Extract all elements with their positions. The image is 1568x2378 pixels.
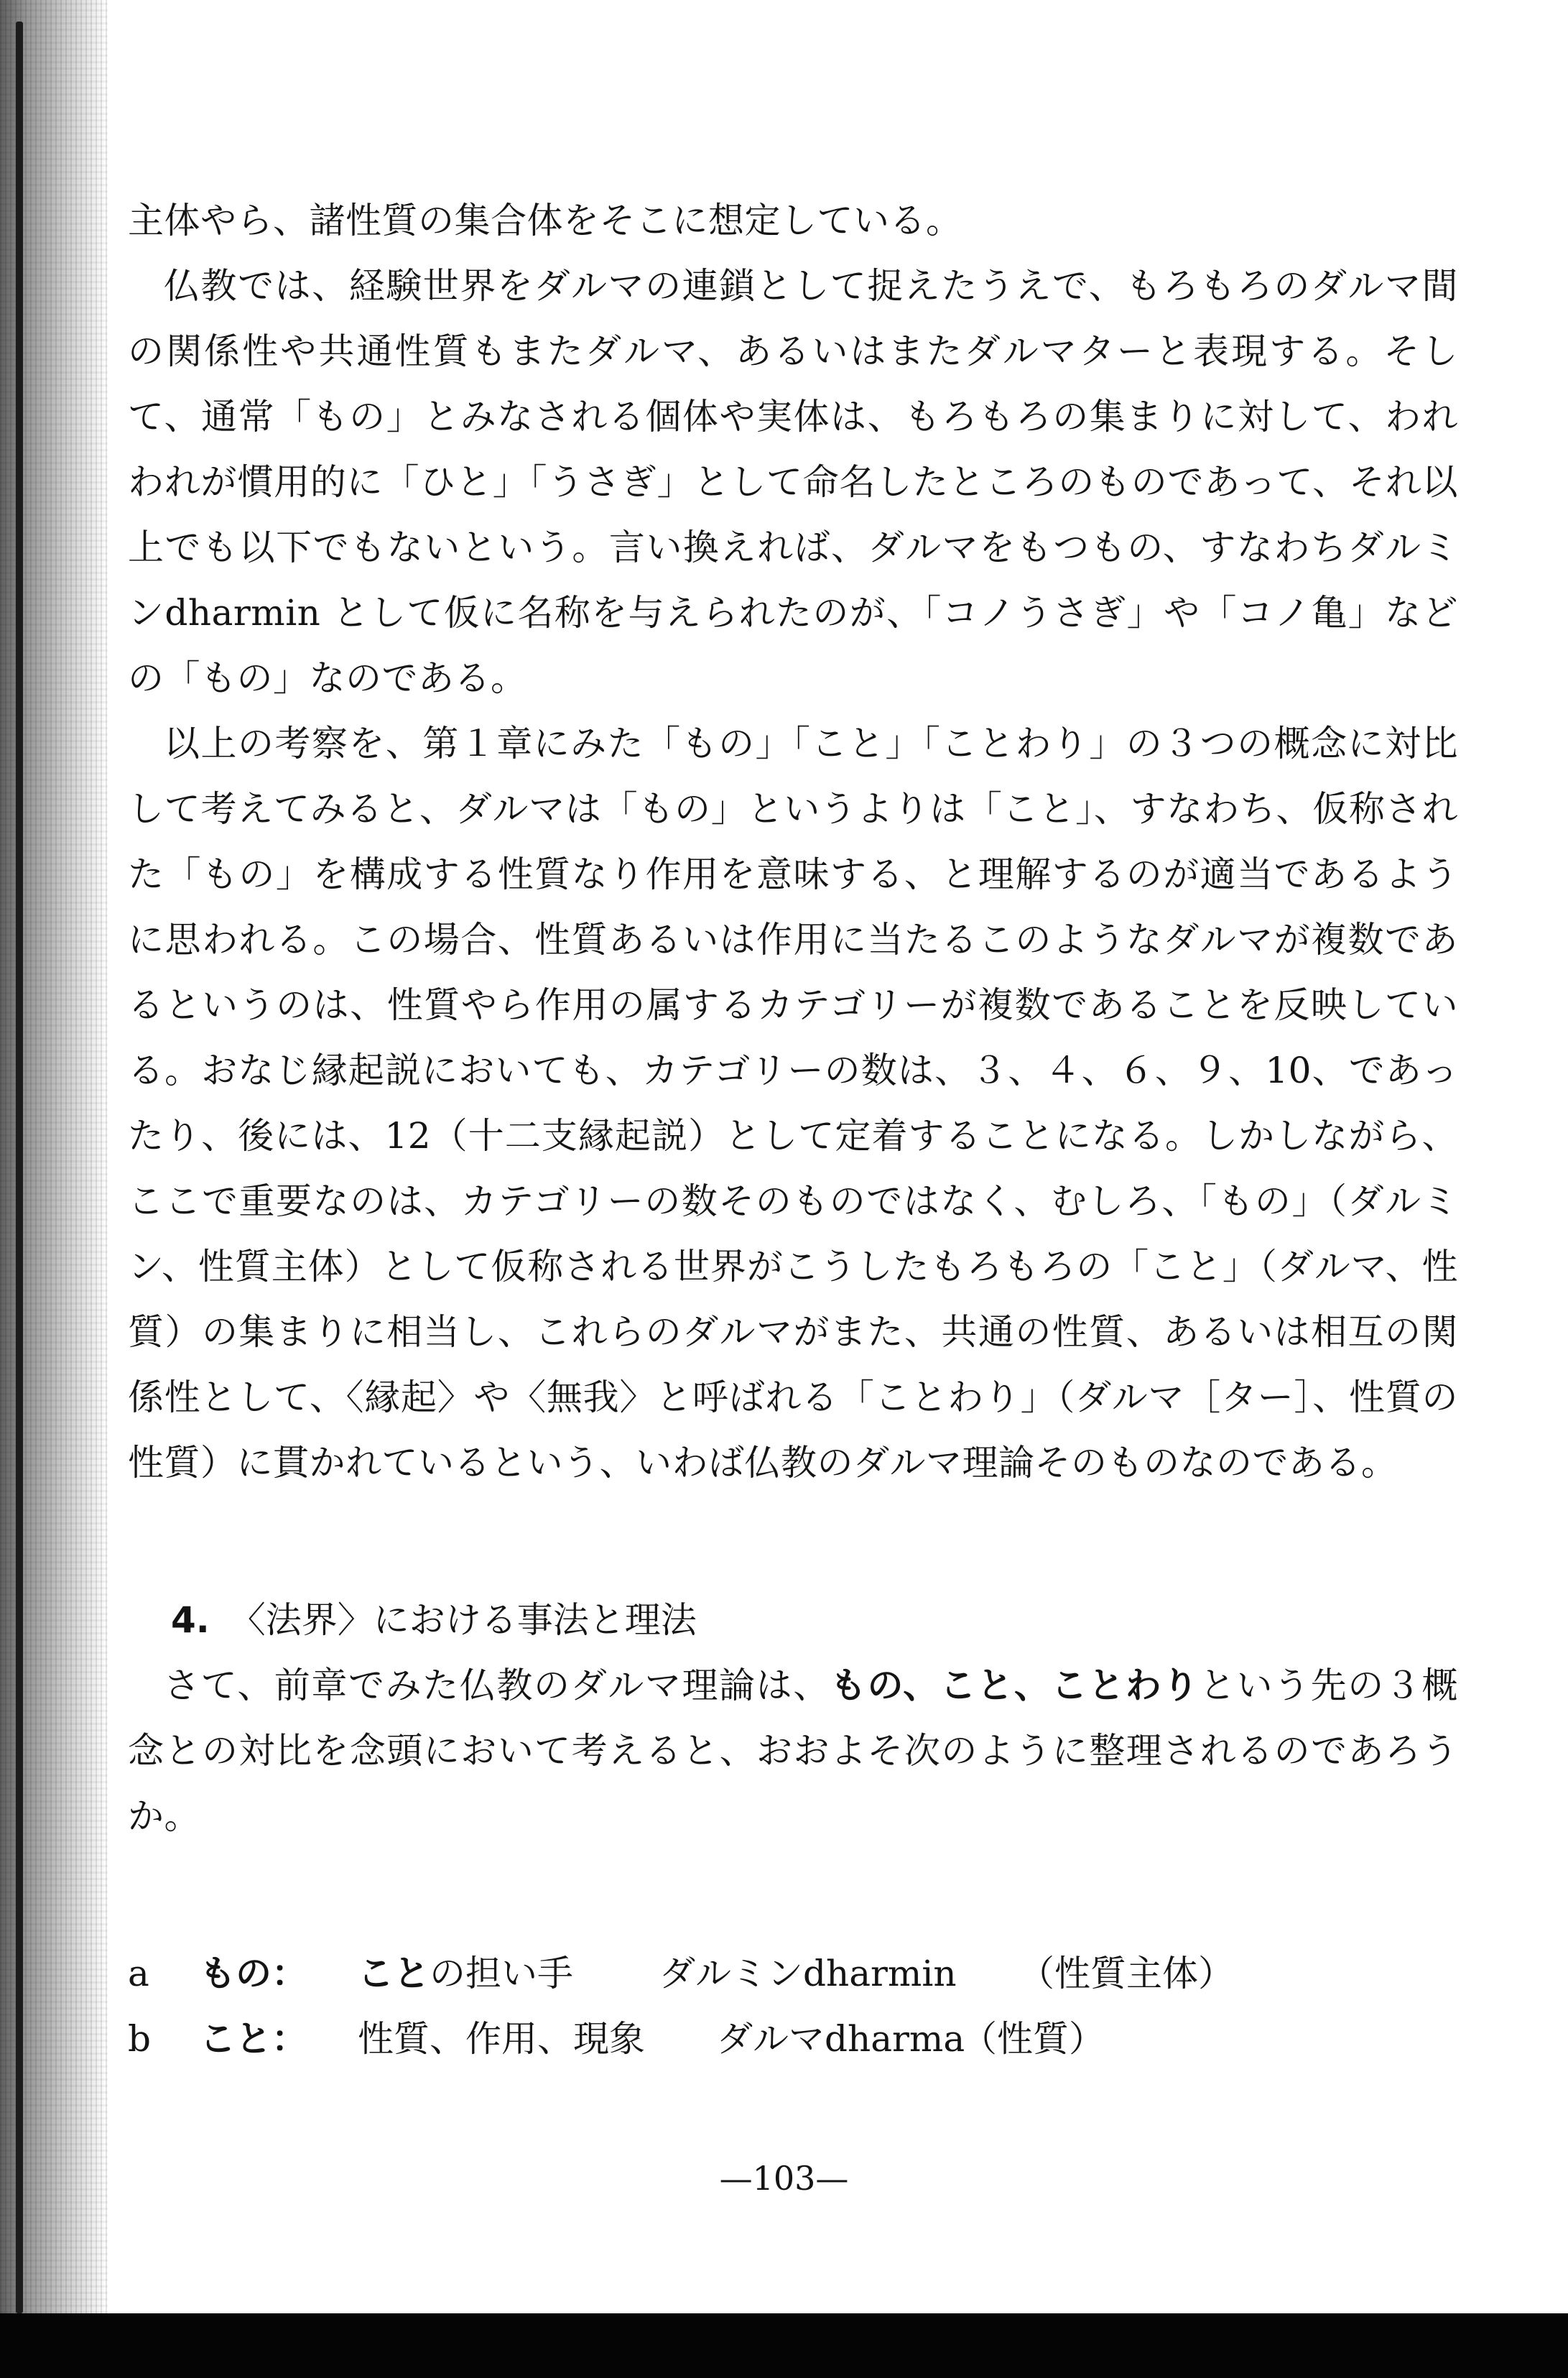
term-gloss: （性質主体） [1019, 1953, 1234, 1994]
paragraph-continuation: 主体やら、諸性質の集合体をそこに想定している。 [128, 200, 962, 241]
page-number: —103— [719, 2159, 849, 2198]
term-letter: b [128, 2018, 152, 2060]
section-heading [128, 1588, 1458, 1653]
term-gloss: （性質） [961, 2018, 1105, 2060]
term-row-koto [128, 2007, 1458, 2072]
term-sanskrit: ダルミンdharmin [659, 1953, 957, 1994]
term-description-text: 性質、作用、現象 [358, 2018, 645, 2060]
term-sanskrit: ダルマdharma [717, 2018, 965, 2060]
term-description-text: の担い手 [430, 1953, 573, 1994]
paragraph-dharma-chain: 仏教では、経験世界をダルマの連鎖として捉えたうえで、もろもろのダルマ間の関係性や共通性質もまたダルマ、あるいはまたダルマターと表現する。そして、通常「もの」とみなされる個体や実体は、もろもろの集まりに対して、われわれが慣用的に「ひと」「うさぎ」として命名したところのものであって、それ以上でも以下でもないという。言い換えれば、ダルマをもつもの、すなわちダルミンdharmin として仮に名称を与えられたのが、「コノうさぎ」や「コノ亀」などの「もの」なのである。 [128, 265, 1458, 699]
term-letter: a [128, 1953, 149, 1994]
section-intro-before: さて、前章でみた仏教のダルマ理論は、 [164, 1665, 830, 1706]
page-body [128, 188, 1458, 2072]
section-number: 4. [171, 1599, 210, 1641]
paragraph-section-intro [128, 1653, 1458, 1849]
binding-edge-line [16, 22, 23, 2313]
term-description-bold: こと [358, 1953, 430, 1994]
term-description [358, 1941, 659, 2007]
term-word: もの： [200, 1953, 307, 1994]
term-description [358, 2007, 717, 2072]
term-word: こと： [200, 2018, 307, 2060]
scan-bottom-shadow [0, 2313, 1568, 2378]
paragraph-concept-comparison: 以上の考察を、第１章にみた「もの」「こと」「ことわり」の３つの概念に対比して考えてみると、ダルマは「もの」というよりは「こと」、すなわち、仮称された「もの」を構成する性質なり作用を意味する、と理解するのが適当であるように思われる。この場合、性質あるいは作用に当たるこのようなダルマが複数であるというのは、性質やら作用の属するカテゴリーが複数であることを反映している。おなじ縁起説においても、カテゴリーの数は、３、４、６、９、10、であったり、後には、12（十二支縁起説）として定着することになる。しかしながら、ここで重要なのは、カテゴリーの数そのものではなく、むしろ、「もの」（ダルミン、性質主体）として仮称される世界がこうしたもろもろの「こと」（ダルマ、性質）の集まりに相当し、これらのダルマがまた、共通の性質、あるいは相互の関係性として、〈縁起〉や〈無我〉と呼ばれる「ことわり」（ダルマ［ター］、性質の性質）に貫かれているという、いわば仏教のダルマ理論そのものなのである。 [128, 723, 1458, 1484]
term-row-mono [128, 1941, 1458, 2007]
section-intro-bold-terms: もの、こと、ことわり [830, 1665, 1200, 1706]
term-list [128, 1941, 1458, 2072]
section-title: 〈法界〉における事法と理法 [229, 1599, 697, 1641]
section-intro-after: という先の３概念との対比を念頭において考えると、おおよそ次のように整理されるのであろうか。 [128, 1665, 1459, 1837]
